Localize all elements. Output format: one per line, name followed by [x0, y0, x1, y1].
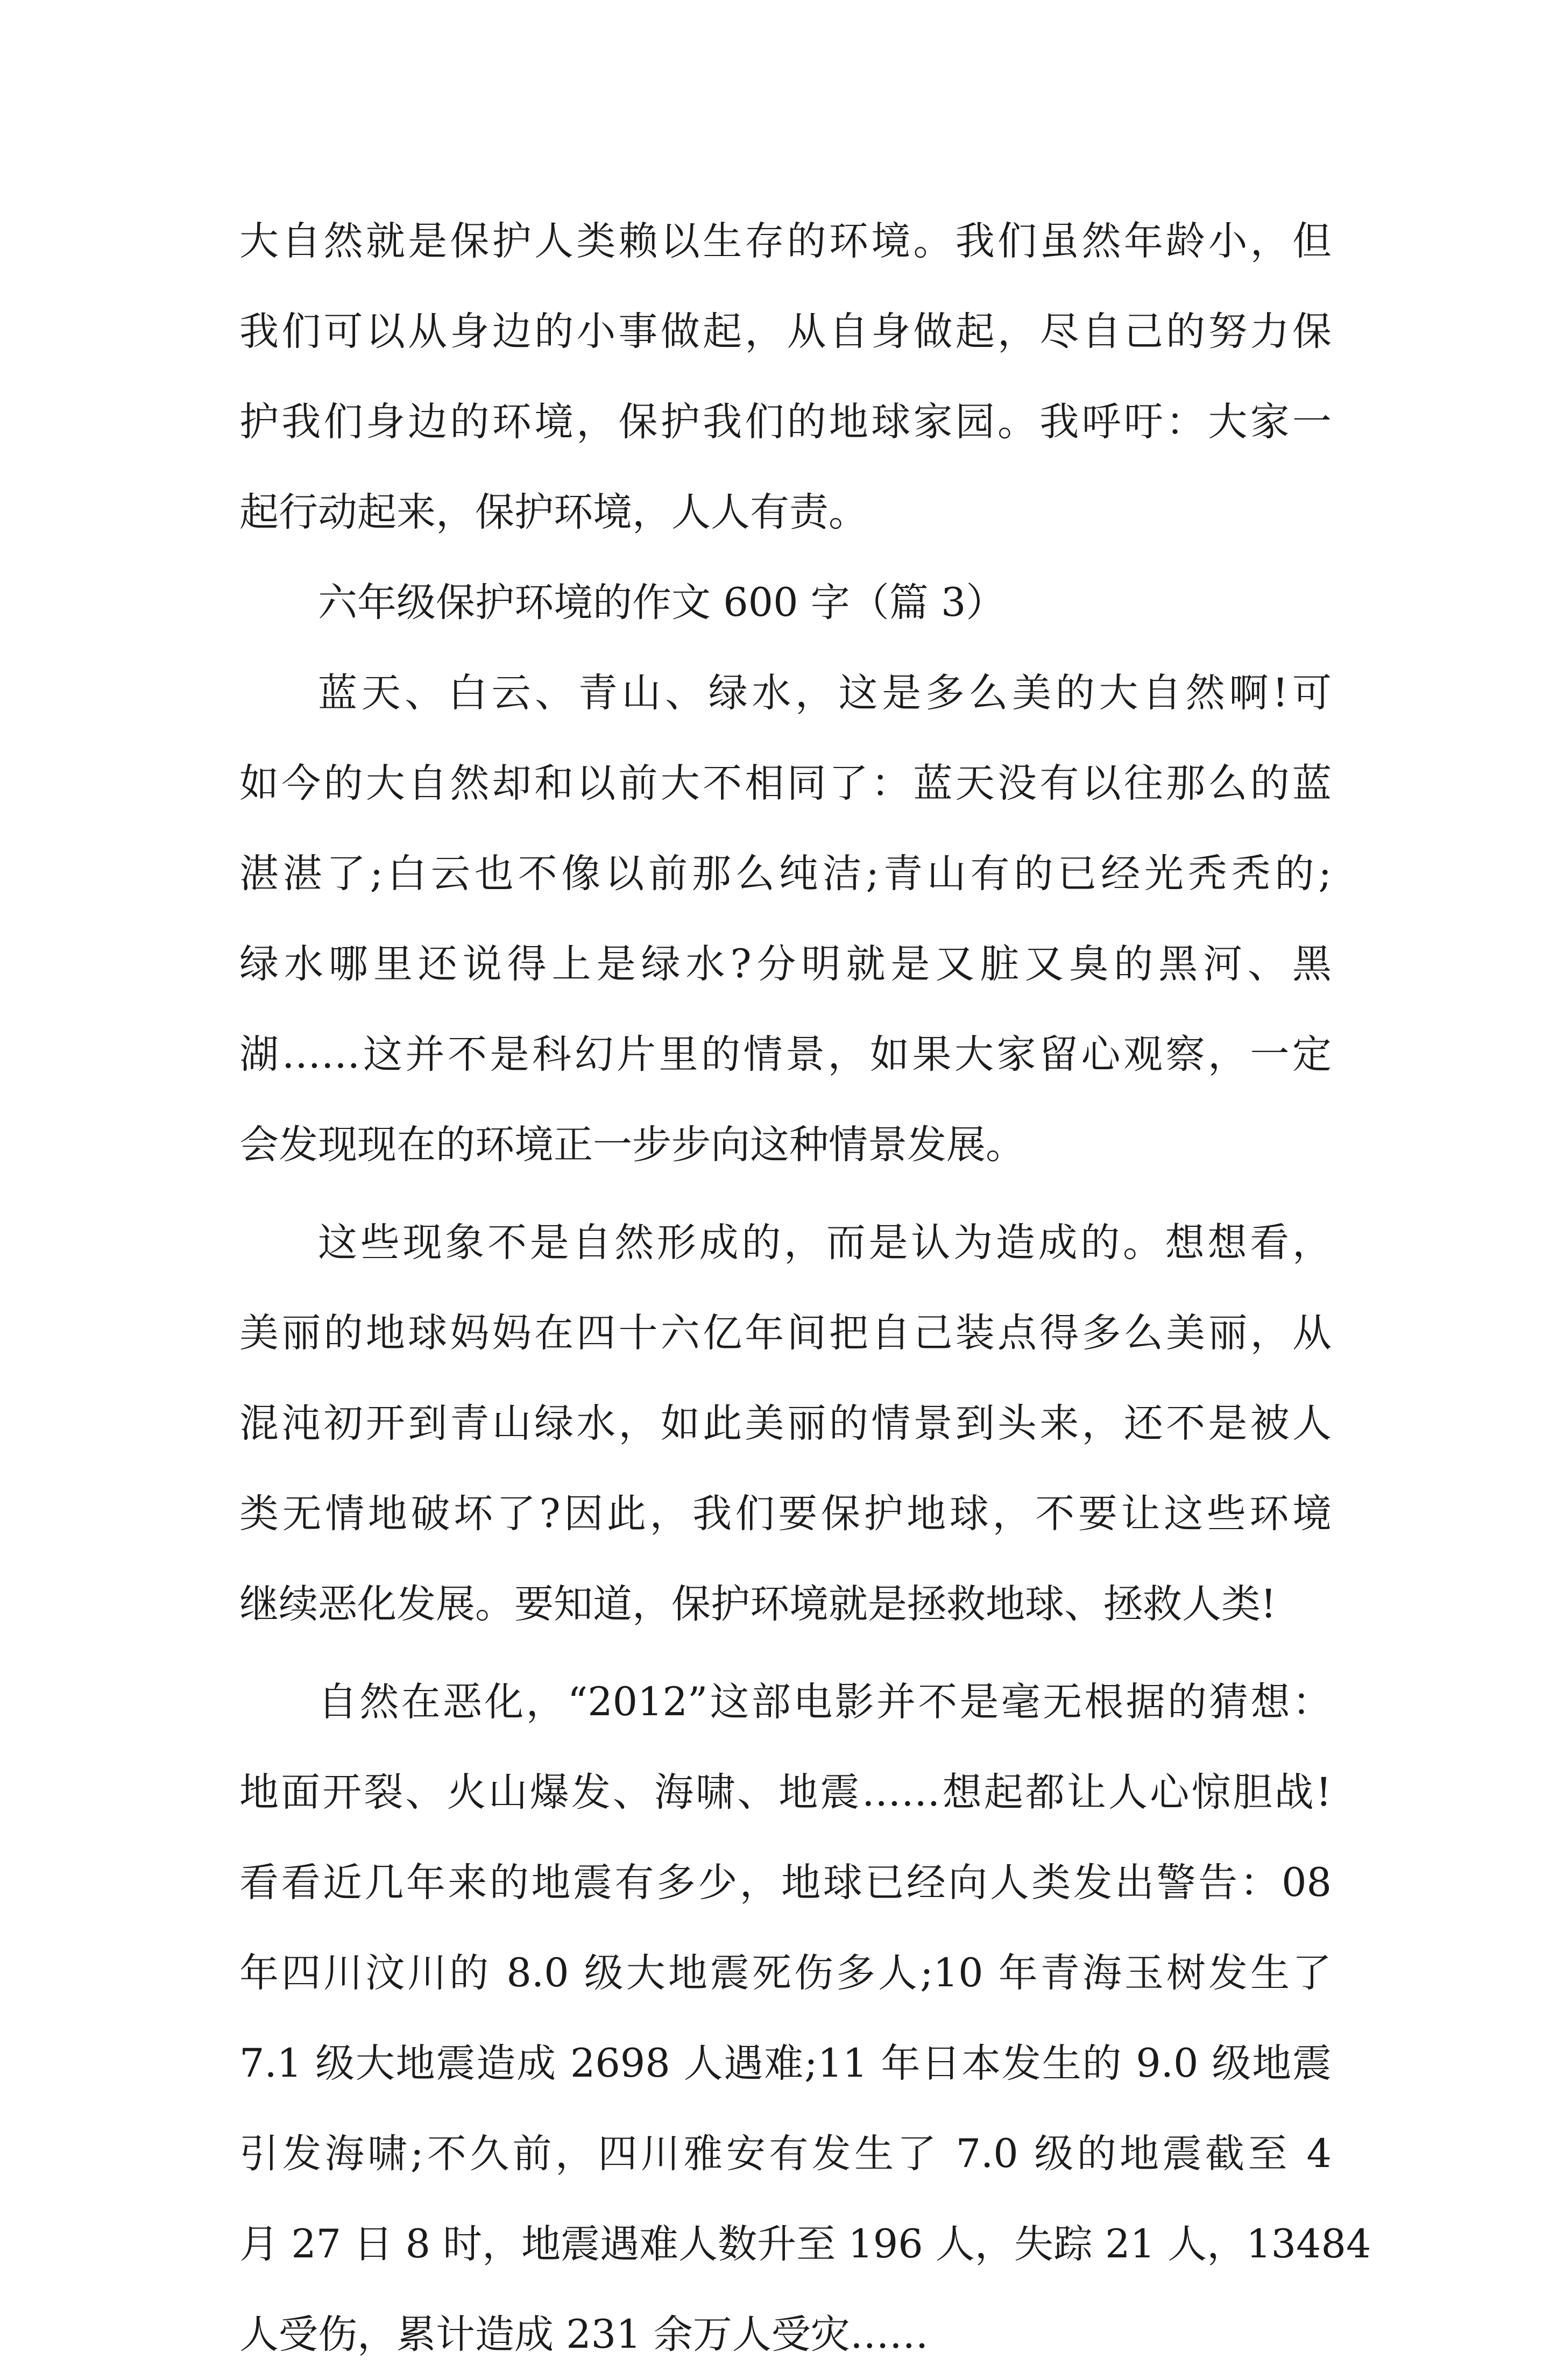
- text-line: 类无情地破坏了?因此，我们要保护地球，不要让这些环境: [239, 1491, 1332, 1537]
- text-line: 7.1 级大地震造成 2698 人遇难;11 年日本发生的 9.0 级地震: [239, 2041, 1332, 2086]
- text-line: 美丽的地球妈妈在四十六亿年间把自己装点得多么美丽，从: [239, 1310, 1332, 1356]
- essay-body: [239, 196, 1371, 2380]
- essay-title: 六年级保护环境的作文 600 字（篇 3）: [318, 580, 1006, 626]
- paragraph-3: [239, 648, 1332, 1190]
- text-line: 大自然就是保护人类赖以生存的环境。我们虽然年龄小，但: [239, 218, 1332, 264]
- text-line: 绿水哪里还说得上是绿水?分明就是又脏又臭的黑河、黑: [239, 941, 1332, 987]
- text-line: 自然在恶化，“2012”这部电影并不是毫无根据的猜想：: [318, 1679, 1332, 1725]
- text-line: 这些现象不是自然形成的，而是认为造成的。想想看，: [318, 1220, 1332, 1266]
- text-line: 起行动起来，保护环境，人人有责。: [239, 489, 868, 535]
- text-line: 如今的大自然却和以前大不相同了：蓝天没有以往那么的蓝: [239, 761, 1332, 806]
- text-line: 人受伤，累计造成 231 余万人受灾……: [239, 2312, 929, 2357]
- text-line: 混沌初开到青山绿水，如此美丽的情景到头来，还不是被人: [239, 1401, 1332, 1446]
- text-line: 看看近几年来的地震有多少，地球已经向人类发出警告：08: [239, 1860, 1332, 1906]
- text-line: 湛湛了;白云也不像以前那么纯洁;青山有的已经光秃秃的;: [239, 851, 1332, 897]
- text-line: 年四川汶川的 8.0 级大地震死伤多人;10 年青海玉树发生了: [239, 1950, 1332, 1996]
- paragraph-gap: [239, 1650, 1332, 1657]
- text-line: 我们可以从身边的小事做起，从自身做起，尽自己的努力保: [239, 309, 1332, 354]
- text-line: 蓝天、白云、青山、绿水，这是多么美的大自然啊!可: [318, 670, 1332, 716]
- text-line: 引发海啸;不久前，四川雅安有发生了 7.0 级的地震截至 4: [239, 2131, 1332, 2177]
- text-line: 护我们身边的环境，保护我们的地球家园。我呼吁：大家一: [239, 399, 1332, 445]
- paragraph-1: [239, 196, 1332, 558]
- text-line: 继续恶化发展。要知道，保护环境就是拯救地球、拯救人类!: [239, 1581, 1277, 1627]
- paragraph-4: [239, 1198, 1332, 1650]
- section-heading: [239, 558, 1332, 648]
- paragraph-gap: [239, 1190, 1332, 1198]
- text-line: 湖……这并不是科幻片里的情景，如果大家留心观察，一定: [239, 1032, 1332, 1077]
- paragraph-5: [239, 1657, 1371, 2380]
- text-line: 地面开裂、火山爆发、海啸、地震……想起都让人心惊胆战!: [239, 1770, 1332, 1815]
- text-line: 会发现现在的环境正一步步向这种情景发展。: [239, 1122, 1025, 1168]
- text-line: 月 27 日 8 时，地震遇难人数升至 196 人，失踪 21 人，13484: [239, 2221, 1371, 2267]
